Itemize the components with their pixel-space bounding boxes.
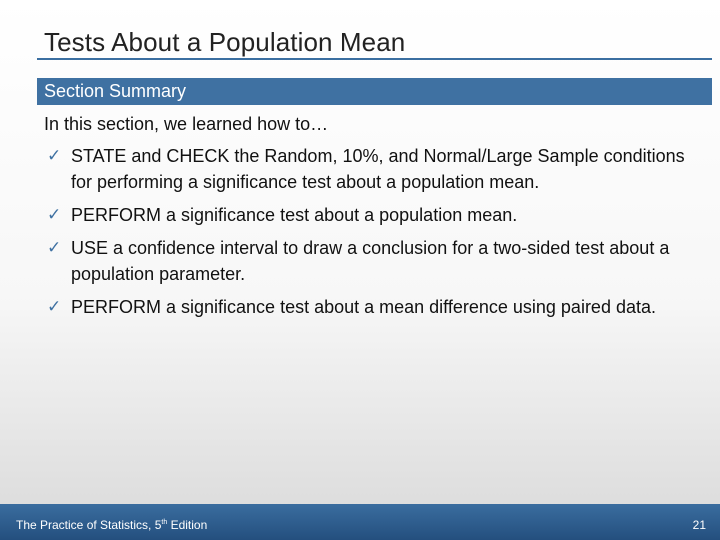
footer-book-prefix: The Practice of Statistics, 5 bbox=[16, 518, 162, 532]
objective-item bbox=[44, 202, 704, 228]
objective-text: USE a confidence interval to draw a conclusion for a two-sided test about a population parameter. bbox=[71, 238, 670, 284]
page-number: 21 bbox=[692, 518, 706, 532]
objective-item bbox=[44, 143, 704, 195]
check-icon: ✓ bbox=[47, 238, 62, 258]
check-icon: ✓ bbox=[47, 205, 62, 225]
objective-text: PERFORM a significance test about a mean difference using paired data. bbox=[71, 297, 656, 317]
objective-text: STATE and CHECK the Random, 10%, and Normal/Large Sample conditions for performing a significance test about a population mean. bbox=[71, 146, 685, 192]
check-icon: ✓ bbox=[47, 297, 62, 317]
footer-bar bbox=[0, 504, 720, 540]
objective-text: PERFORM a significance test about a population mean. bbox=[71, 205, 518, 225]
section-heading-bar bbox=[37, 78, 712, 105]
check-icon: ✓ bbox=[47, 146, 62, 166]
section-heading: Section Summary bbox=[44, 81, 187, 101]
footer-book-suffix: Edition bbox=[167, 518, 208, 532]
footer-book-title bbox=[16, 518, 207, 532]
objective-item bbox=[44, 294, 704, 320]
title-divider bbox=[37, 58, 712, 60]
objectives-list bbox=[44, 143, 704, 327]
footer-edition-superscript: th bbox=[161, 519, 168, 526]
objective-item bbox=[44, 235, 704, 287]
slide-title: Tests About a Population Mean bbox=[44, 27, 406, 57]
intro-text: In this section, we learned how to… bbox=[44, 114, 329, 134]
